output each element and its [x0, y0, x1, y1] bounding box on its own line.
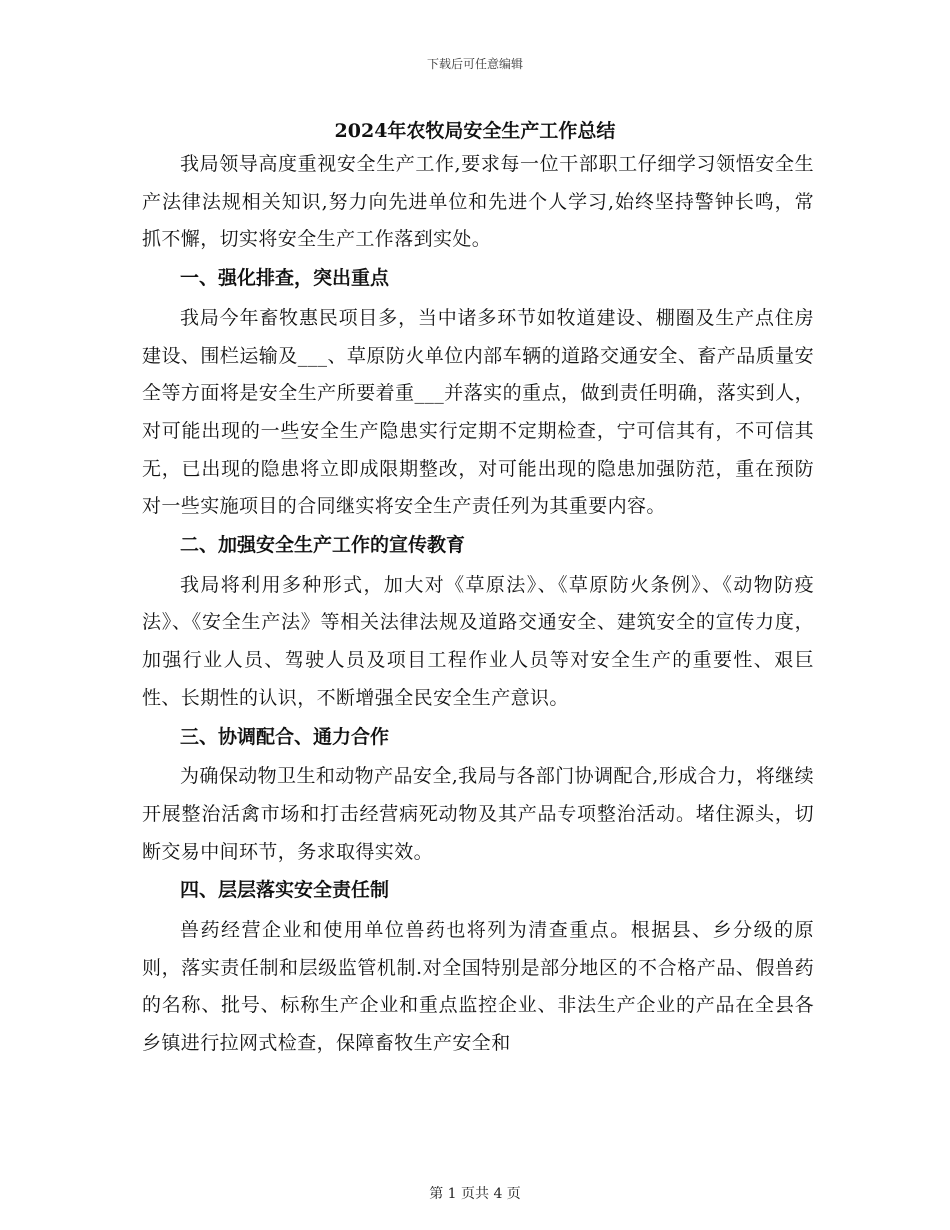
section-1-body: 我局今年畜牧惠民项目多，当中诸多环节如牧道建设、棚圈及生产点住房建设、围栏运输及___、草原防火单位内部车辆的道路交通安全、畜产品质量安全等方面将是安全生产所要着重___并落实的重点，做到责任明确，落实到人，对可能出现的一些安全生产隐患实行定期不定期检查，宁可信其有，不可信其无，已出现的隐患将立即成限期整改，对可能出现的隐患加强防范，重在预防对一些实施项目的合同继实将安全生产责任列为其重要内容。 [142, 306, 814, 518]
intro-paragraph: 我局领导高度重视安全生产工作,要求每一位干部职工仔细学习领悟安全生产法律法规相关知识,努力向先进单位和先进个人学习,始终坚持警钟长鸣，常抓不懈，切实将安全生产工作落到实处。 [142, 153, 814, 251]
document-body [142, 146, 814, 1063]
section-3-body: 为确保动物卫生和动物产品安全,我局与各部门协调配合,形成合力，将继续开展整治活禽市场和打击经营病死动物及其产品专项整治活动。堵住源头，切断交易中间环节，务求取得实效。 [142, 765, 814, 863]
section-4-heading: 四、层层落实安全责任制 [180, 879, 390, 902]
section-3-heading: 三、协调配合、通力合作 [180, 725, 390, 748]
section-1-heading: 一、强化排查，突出重点 [180, 267, 390, 290]
header-note: 下载后可任意编辑 [426, 57, 523, 71]
section-2-body: 我局将利用多种形式，加大对《草原法》、《草原防火条例》、《动物防疫法》、《安全生产法》等相关法律法规及道路交通安全、建筑安全的宣传力度，加强行业人员、驾驶人员及项目工程作业人员等对安全生产的重要性、艰巨性、长期性的认识，不断增强全民安全生产意识。 [142, 573, 814, 709]
section-4-body: 兽药经营企业和使用单位兽药也将列为清查重点。根据县、乡分级的原则，落实责任制和层级监管机制.对全国特别是部分地区的不合格产品、假兽药的名称、批号、标称生产企业和重点监控企业、非法生产企业的产品在全县各乡镇进行拉网式检查，保障畜牧生产安全和 [142, 919, 814, 1055]
page-footer: 第 1 页共 4 页 [429, 1186, 521, 1202]
document-title: 2024年农牧局安全生产工作总结 [334, 120, 616, 142]
section-2-heading: 二、加强安全生产工作的宣传教育 [180, 534, 466, 557]
